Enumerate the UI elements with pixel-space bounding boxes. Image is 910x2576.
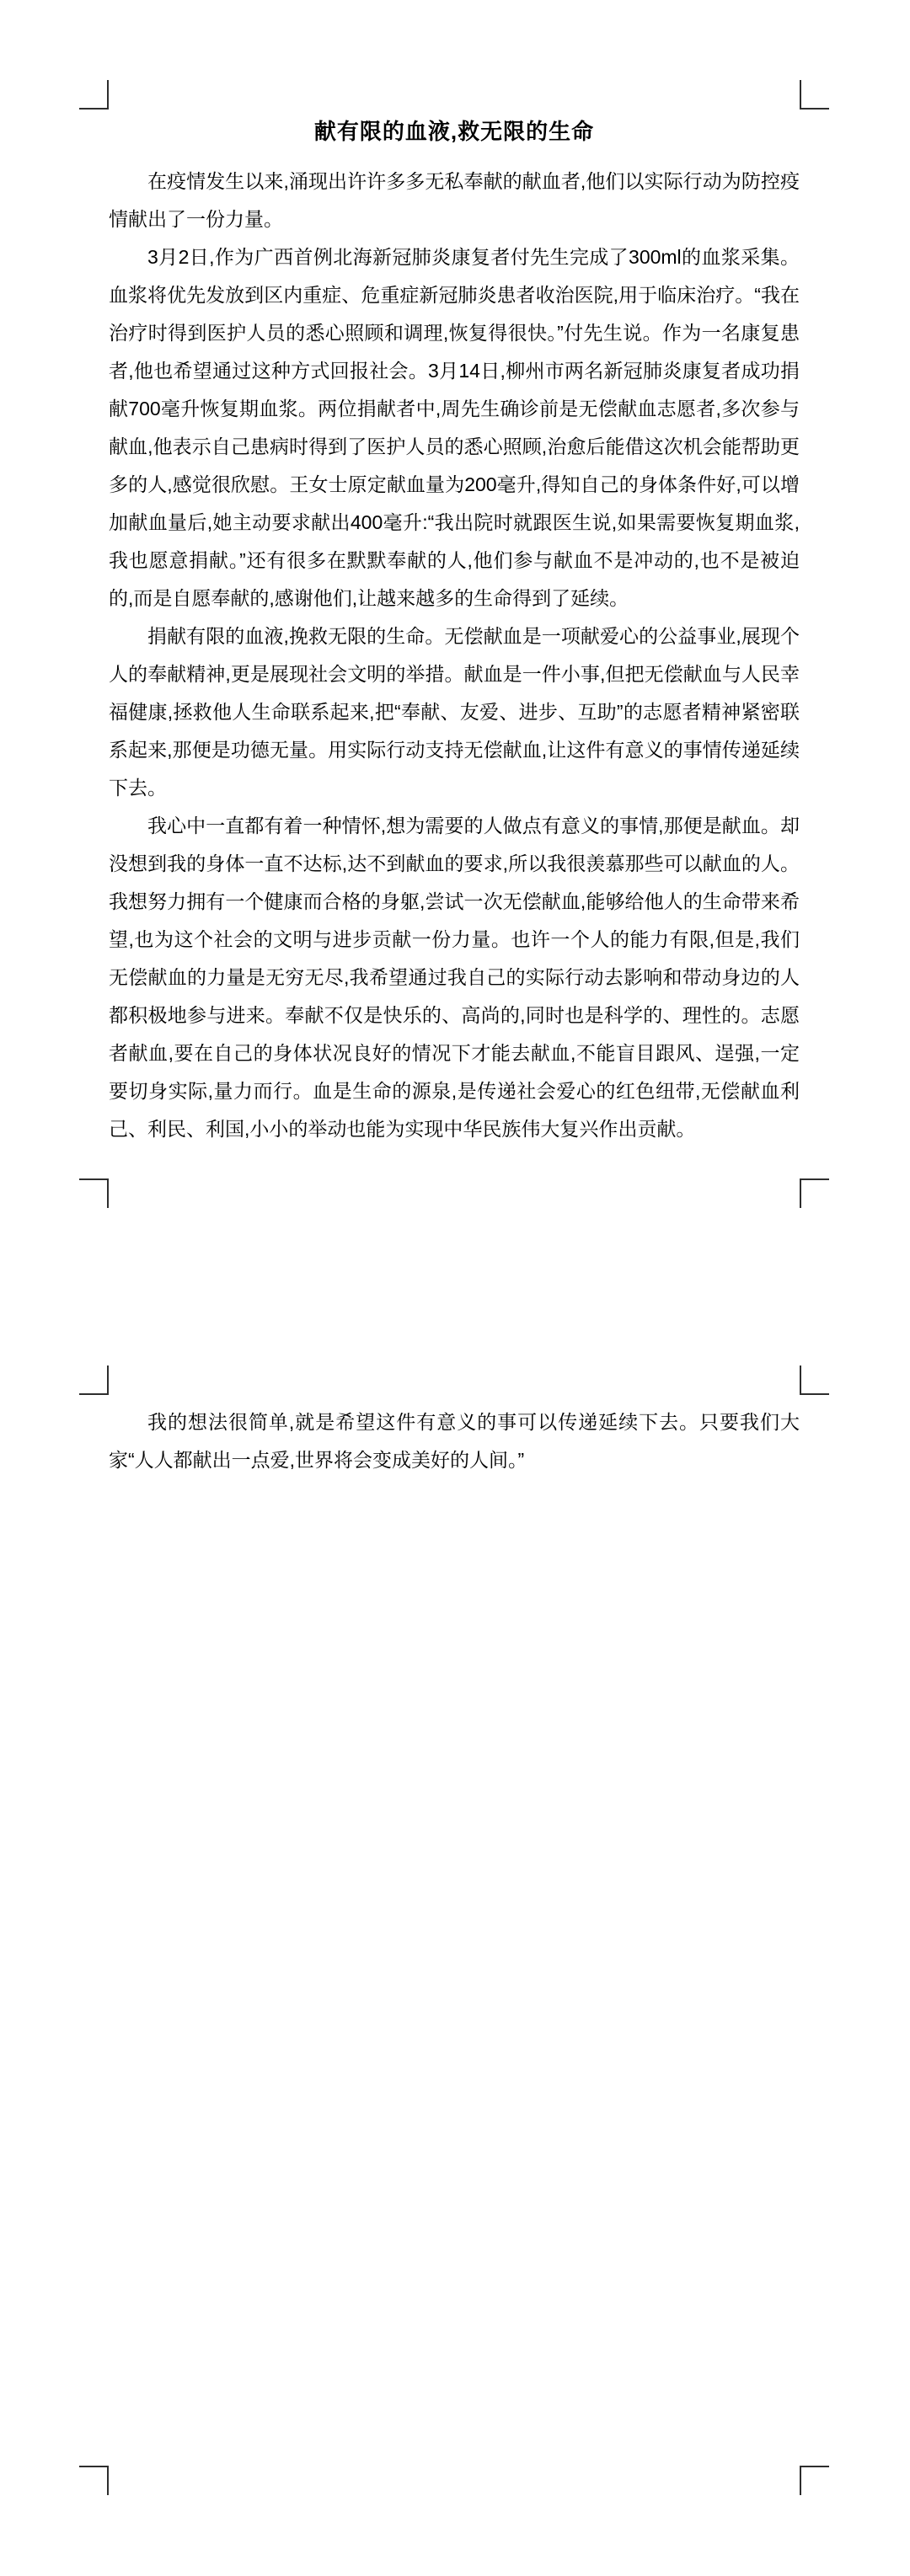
paragraph-4: 我心中一直都有着一种情怀,想为需要的人做点有意义的事情,那便是献血。却没想到我的身体一直不达标,达不到献血的要求,所以我很羡慕那些可以献血的人。我想努力拥有一个健康而合格的身躯,尝试一次无偿献血,能够给他人的生命带来希望,也为这个社会的文明与进步贡献一份力量。也许一个人的能力有限,但是,我们无偿献血的力量是无穷无尽,我希望通过我自己的实际行动去影响和带动身边的人都积极地参与进来。奉献不仅是快乐的、高尚的,同时也是科学的、理性的。志愿者献血,要在自己的身体状况良好的情况下才能去献血,不能盲目跟风、逞强,一定要切身实际,量力而行。血是生命的源泉,是传递社会爱心的红色纽带,无偿献血利己、利民、利国,小小的举动也能为实现中华民族伟大复兴作出贡献。	[109, 815, 800, 1140]
page2-margin-mark-top-left	[79, 1365, 109, 1395]
page1-margin-mark-bottom-left	[79, 1178, 109, 1208]
paragraph-3: 捐献有限的血液,挽救无限的生命。无偿献血是一项献爱心的公益事业,展现个人的奉献精神,更是展现社会文明的举措。献血是一件小事,但把无偿献血与人民幸福健康,拯救他人生命联系起来,把“奉献、友爱、进步、互助”的志愿者精神紧密联系起来,那便是功德无量。用实际行动支持无偿献血,让这件有意义的事情传递延续下去。	[109, 625, 800, 799]
page-1	[109, 110, 800, 1148]
page2-margin-mark-top-right	[800, 1365, 829, 1395]
page1-margin-mark-top-left	[79, 80, 109, 110]
paragraph-5: 我的想法很简单,就是希望这件有意义的事可以传递延续下去。只要我们大家“人人都献出一点爱,世界将会变成美好的人间。”	[109, 1411, 800, 1471]
page1-margin-mark-top-right	[800, 80, 829, 110]
page2-margin-mark-bottom-left	[79, 2466, 109, 2495]
document-title: 献有限的血液,救无限的生命	[313, 119, 595, 144]
page-2	[109, 1395, 800, 1479]
page1-margin-mark-bottom-right	[800, 1178, 829, 1208]
page2-margin-mark-bottom-right	[800, 2466, 829, 2495]
paragraph-1: 在疫情发生以来,涌现出许许多多无私奉献的献血者,他们以实际行动为防控疫情献出了一份力量。	[109, 170, 800, 230]
paragraph-2: 3月2日,作为广西首例北海新冠肺炎康复者付先生完成了300ml的血浆采集。血浆将优先发放到区内重症、危重症新冠肺炎患者收治医院,用于临床治疗。“我在治疗时得到医护人员的悉心照顾和调理,恢复得很快。”付先生说。作为一名康复患者,他也希望通过这种方式回报社会。3月14日,柳州市两名新冠肺炎康复者成功捐献700毫升恢复期血浆。两位捐献者中,周先生确诊前是无偿献血志愿者,多次参与献血,他表示自己患病时得到了医护人员的悉心照顾,治愈后能借这次机会能帮助更多的人,感觉很欣慰。王女士原定献血量为200毫升,得知自己的身体条件好,可以增加献血量后,她主动要求献出400毫升:“我出院时就跟医生说,如果需要恢复期血浆,我也愿意捐献。”还有很多在默默奉献的人,他们参与献血不是冲动的,也不是被迫的,而是自愿奉献的,感谢他们,让越来越多的生命得到了延续。	[109, 246, 800, 609]
